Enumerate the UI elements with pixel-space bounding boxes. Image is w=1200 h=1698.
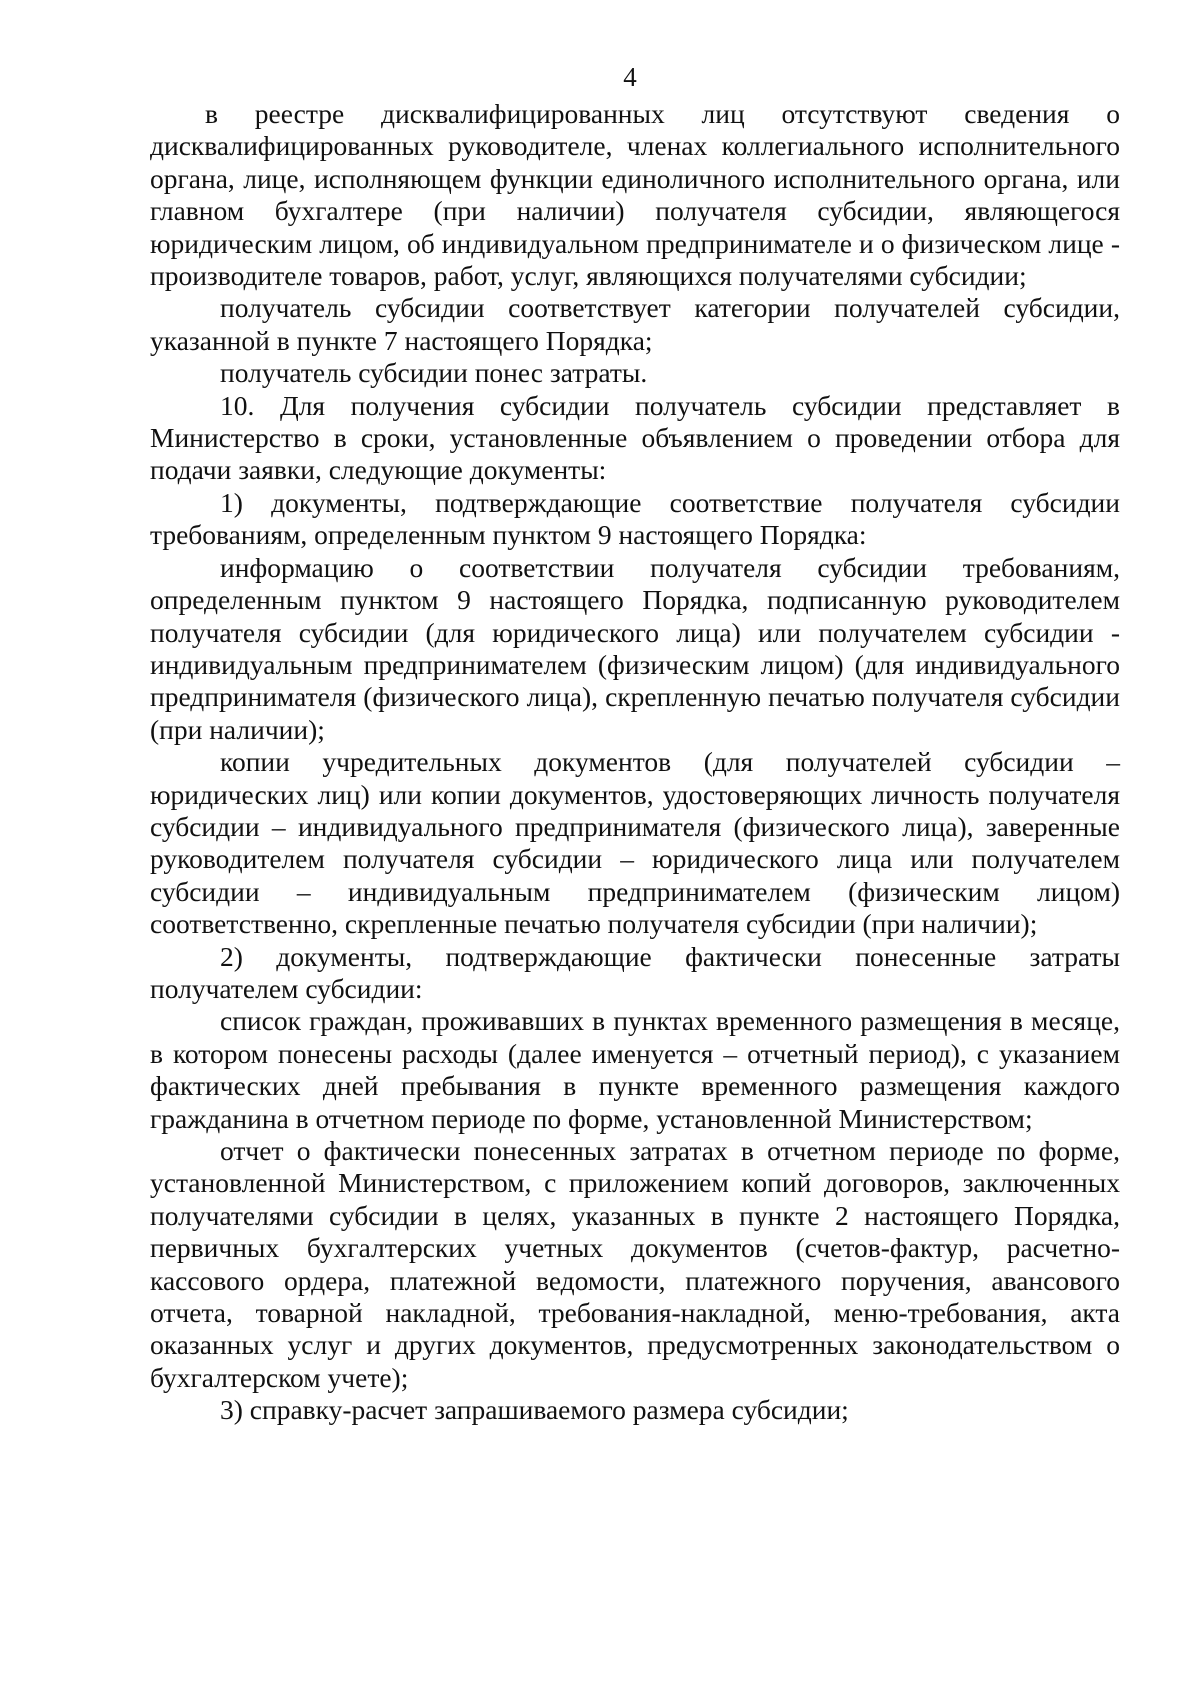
paragraph-founding-documents: копии учредительных документов (для получателей субсидии – юридических лиц) или копии документов, удостоверяющих личность получателя субсидии – индивидуального предпринимателя (физического лица), заверенные руководителем получателя субсидии – юридического лица или получателем субсидии – индивидуальным предпринимателем (физическим лицом) соответственно, скрепленные печатью получателя субсидии (при наличии); xyxy=(150,746,1120,940)
page-number: 4 xyxy=(623,62,637,92)
document-body xyxy=(150,98,1120,1427)
paragraph-subitem-1: 1) документы, подтверждающие соответствие получателя субсидии требованиям, определенным пунктом 9 настоящего Порядка: xyxy=(150,486,1120,551)
paragraph-item-10: 10. Для получения субсидии получатель субсидии представляет в Министерство в сроки, установленные объявлением о проведении отбора для подачи заявки, следующие документы: xyxy=(150,389,1120,486)
paragraph-registry-disqualified: в реестре дисквалифицированных лиц отсутствуют сведения о дисквалифицированных руководителе, членах коллегиального исполнительного органа, лице, исполняющем функции единоличного исполнительного органа, или главном бухгалтере (при наличии) получателя субсидии, являющегося юридическим лицом, об индивидуальном предпринимателе и о физическом лице - производителе товаров, работ, услуг, являющихся получателями субсидии; xyxy=(150,98,1120,292)
paragraph-subitem-3: 3) справку-расчет запрашиваемого размера субсидии; xyxy=(220,1394,849,1426)
paragraph-compliance-info: информацию о соответствии получателя субсидии требованиям, определенным пунктом 9 настоящего Порядка, подписанную руководителем получателя субсидии (для юридического лица) или получателем субсидии - индивидуальным предпринимателем (физическим лицом) (для индивидуального предпринимателя (физического лица), скрепленную печатью получателя субсидии (при наличии); xyxy=(150,551,1120,745)
paragraph-cost-report: отчет о фактически понесенных затратах в отчетном периоде по форме, установленной Министерством, с приложением копий договоров, заключенных получателями субсидии в целях, указанных в пункте 2 настоящего Порядка, первичных бухгалтерских учетных документов (счетов-фактур, расчетно-кассового ордера, платежной ведомости, платежного поручения, авансового отчета, товарной накладной, требования-накладной, меню-требования, акта оказанных услуг и других документов, предусмотренных законодательством о бухгалтерском учете); xyxy=(150,1135,1120,1393)
paragraph-recipient-costs: получатель субсидии понес затраты. xyxy=(220,357,648,389)
paragraph-citizens-list: список граждан, проживавших в пунктах временного размещения в месяце, в котором понесены расходы (далее именуется – отчетный период), с указанием фактических дней пребывания в пункте временного размещения каждого гражданина в отчетном периоде по форме, установленной Министерством; xyxy=(150,1005,1120,1134)
paragraph-subitem-2: 2) документы, подтверждающие фактически понесенные затраты получателем субсидии: xyxy=(150,940,1120,1004)
paragraph-recipient-category: получатель субсидии соответствует категории получателей субсидии, указанной в пункте 7 настоящего Порядка; xyxy=(150,292,1120,356)
